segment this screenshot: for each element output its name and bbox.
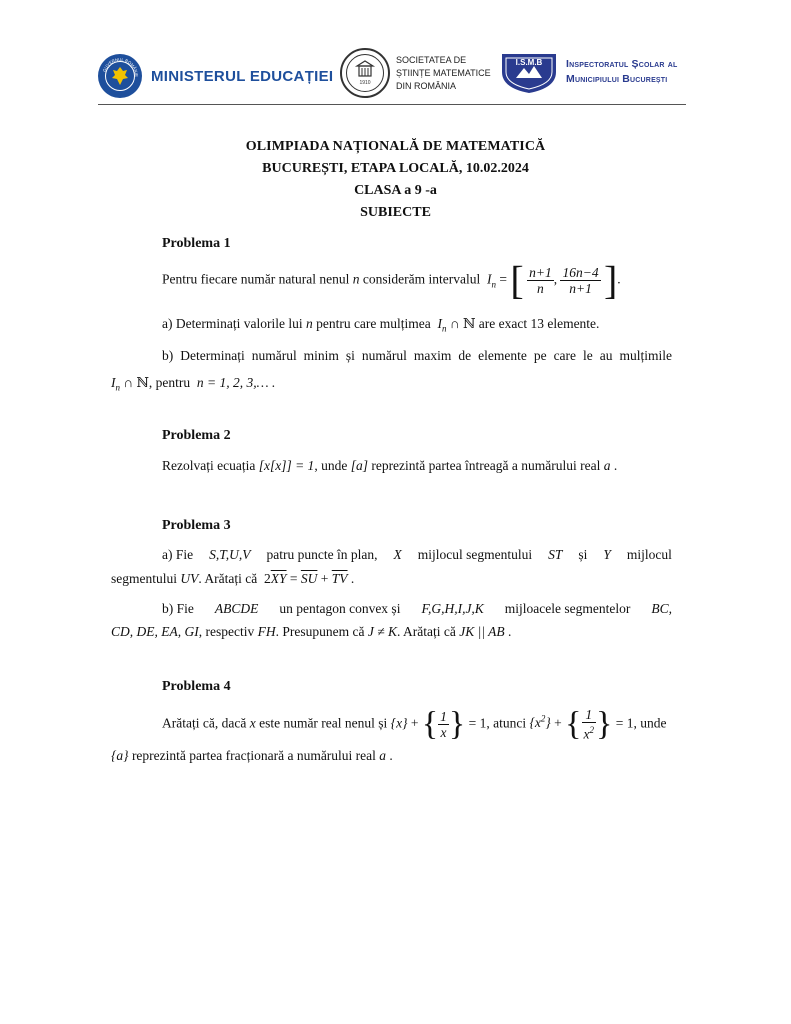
svg-text:GUVERNUL ROMÂNIEI (98, 54, 139, 77)
page-header (98, 46, 688, 106)
subjects-title: SUBIECTE (360, 205, 431, 220)
ssmr-seal-icon (340, 48, 390, 98)
fraction-2: $\frac{16n-4}{n+1}$ (562, 265, 599, 296)
problem-3-part-a-line1: a) Fie S,T,U,V patru puncte în plan, X mijlocul segmentului ST și Y mijlocul (162, 547, 672, 562)
ssmr-name: SOCIETATEA DE ȘTIINȚE MATEMATICE DIN ROMÂNIA (396, 54, 491, 91)
ismb-name: Inspectoratul Școlar al Municipiului București (566, 58, 678, 85)
problem-1-part-b-line2: $I_n$ ∩ ℕ, pentru n = 1, 2, 3,… . (111, 375, 276, 393)
header-divider (98, 104, 686, 105)
problem-3-part-a-line2: segmentului UV. Arătați că $2\overline{XY} = \overline{SU} + \overline{TV}$ . (111, 571, 355, 586)
government-seal-icon (98, 54, 142, 98)
ssmr-seal-year: 1910 (359, 80, 371, 86)
ismb-shield-icon (500, 50, 558, 94)
ismb-logo (500, 50, 677, 94)
ministry-logo (98, 54, 333, 98)
problem-3-heading: Problema 3 (162, 518, 231, 533)
problem-2-heading: Problema 2 (162, 428, 231, 443)
problem-1-heading: Problema 1 (162, 236, 231, 251)
olympiad-title: OLIMPIADA NAȚIONALĂ DE MATEMATICĂ (245, 139, 546, 154)
ministry-logo-label: GUVERNUL ROMÂNIE (101, 56, 140, 77)
ministry-name: MINISTERUL EDUCAȚIEI (151, 67, 334, 85)
problem-1-part-b-line1: b) Determinați numărul minim și numărul maxim de elemente pe care le au mulțimile (162, 348, 672, 363)
problem-1-part-a: a) Determinați valorile lui n pentru care mulțimea $I_n$ ∩ ℕ are exact 13 elemente. (162, 316, 600, 334)
fraction-1: $\frac{n+1}{n}$ (529, 265, 552, 296)
problem-4-heading: Problema 4 (162, 679, 231, 694)
problem-4-statement-line1: Arătați că, dacă x este număr real nenul și {x} + { $\frac{1}{x}$ } = 1, atunci $\{x^2\}$ + { $\frac{1}{x^2}$ } = 1, unde (162, 705, 667, 743)
problem-3-part-b-line2: CD, DE, EA, GI, respectiv FH. Presupunem că J ≠ K. Arătați că JK || AB . (111, 624, 512, 639)
problem-2-statement: Rezolvați ecuația [x[x]] = 1, unde [a] reprezintă partea întreagă a numărului real a . (162, 458, 618, 473)
stage-title: BUCUREȘTI, ETAPA LOCALĂ, 10.02.2024 (262, 161, 529, 176)
ismb-shield-label: I.S.M.B (515, 58, 543, 67)
problem-3-part-b-line1: b) Fie ABCDE un pentagon convex și F,G,H,I,J,K mijloacele segmentelor BC, (162, 601, 672, 616)
title-block (0, 136, 791, 224)
problem-4-statement-line2: {a} reprezintă partea fracționară a numărului real a . (111, 748, 393, 763)
ssmr-logo (340, 48, 491, 98)
class-title: CLASA a 9 -a (354, 183, 437, 198)
problem-1-intro: Pentru fiecare număr natural nenul n considerăm intervalul $I_n$ = [ $\frac{n+1}{n}$ , $\frac{16n-4}{n+1}$ ]. (162, 257, 621, 303)
